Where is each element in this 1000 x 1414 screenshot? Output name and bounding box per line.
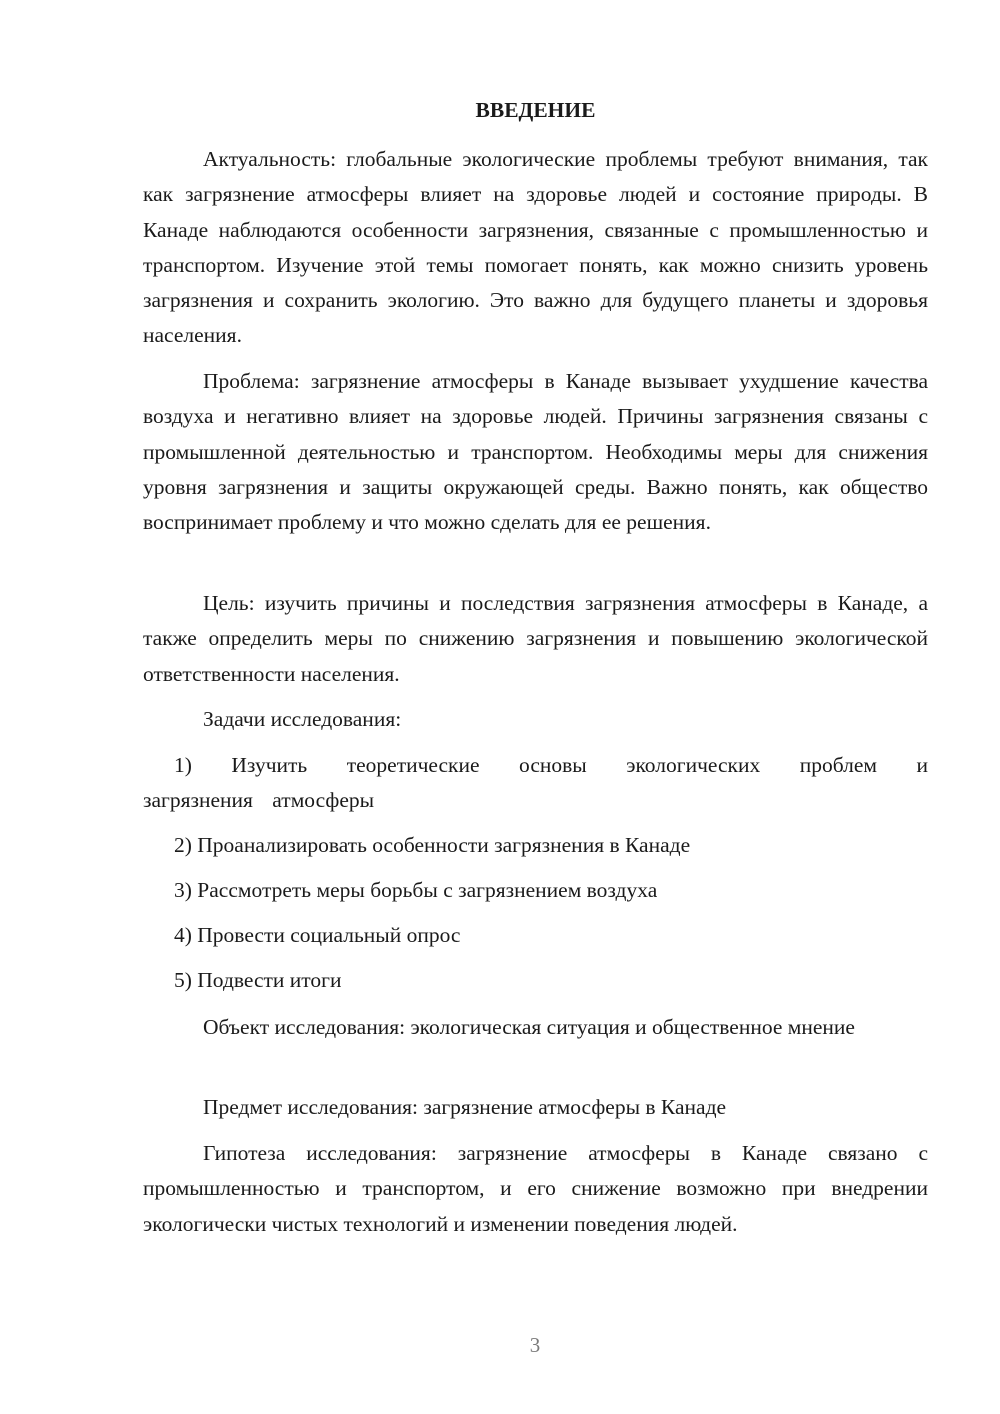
relevance-section (143, 142, 928, 354)
goal-section (143, 586, 928, 692)
task-item: 3) Рассмотреть меры борьбы с загрязнением воздуха (174, 878, 658, 902)
task-item: 4) Провести социальный опрос (174, 923, 461, 947)
object-paragraph: Объект исследования: экологическая ситуация и общественное мнение (203, 1015, 855, 1039)
subject-paragraph: Предмет исследования: загрязнение атмосферы в Канаде (203, 1095, 727, 1119)
tasks-heading-section (143, 702, 928, 737)
task-item-2-block (143, 828, 928, 863)
task-item: 5) Подвести итоги (174, 968, 342, 992)
task-item-3-block (143, 873, 928, 908)
problem-section (143, 364, 928, 540)
task-item-4-block (143, 918, 928, 953)
relevance-paragraph: Актуальность: глобальные экологические проблемы требуют внимания, так как загрязнение атмосферы влияет на здоровье людей и состояние природы. В Канаде наблюдаются особенности загрязнения, связанные с промышленностью и транспортом. Изучение этой темы помогает понять, как можно снизить уровень загрязнения и сохранить экологию. Это важно для будущего планеты и здоровья населения. (143, 147, 928, 348)
page-title: ВВЕДЕНИЕ (475, 98, 596, 122)
goal-paragraph: Цель: изучить причины и последствия загрязнения атмосферы в Канаде, а также определить меры по снижению загрязнения и повышению экологической ответственности населения. (143, 591, 928, 686)
object-section (143, 1010, 928, 1045)
task-item: 1) Изучить теоретические основы экологических проблем и загрязнения атмосферы (143, 753, 928, 813)
page-number: 3 (529, 1333, 541, 1357)
problem-paragraph: Проблема: загрязнение атмосферы в Канаде вызывает ухудшение качества воздуха и негативно влияет на здоровье людей. Причины загрязнения связаны с промышленной деятельностью и транспортом. Необходимы меры для снижения уровня загрязнения и защиты окружающей среды. Важно понять, как общество воспринимает проблему и что можно сделать для ее решения. (143, 369, 928, 535)
subject-section (143, 1090, 928, 1125)
tasks-list (143, 748, 928, 819)
hypothesis-paragraph: Гипотеза исследования: загрязнение атмосферы в Канаде связано с промышленностью и транспортом, и его снижение возможно при внедрении экологически чистых технологий и изменении поведения людей. (143, 1141, 928, 1236)
task-item: 2) Проанализировать особенности загрязнения в Канаде (174, 833, 691, 857)
tasks-heading: Задачи исследования: (203, 707, 402, 731)
hypothesis-section (143, 1136, 928, 1242)
task-item-5-block (143, 963, 928, 998)
